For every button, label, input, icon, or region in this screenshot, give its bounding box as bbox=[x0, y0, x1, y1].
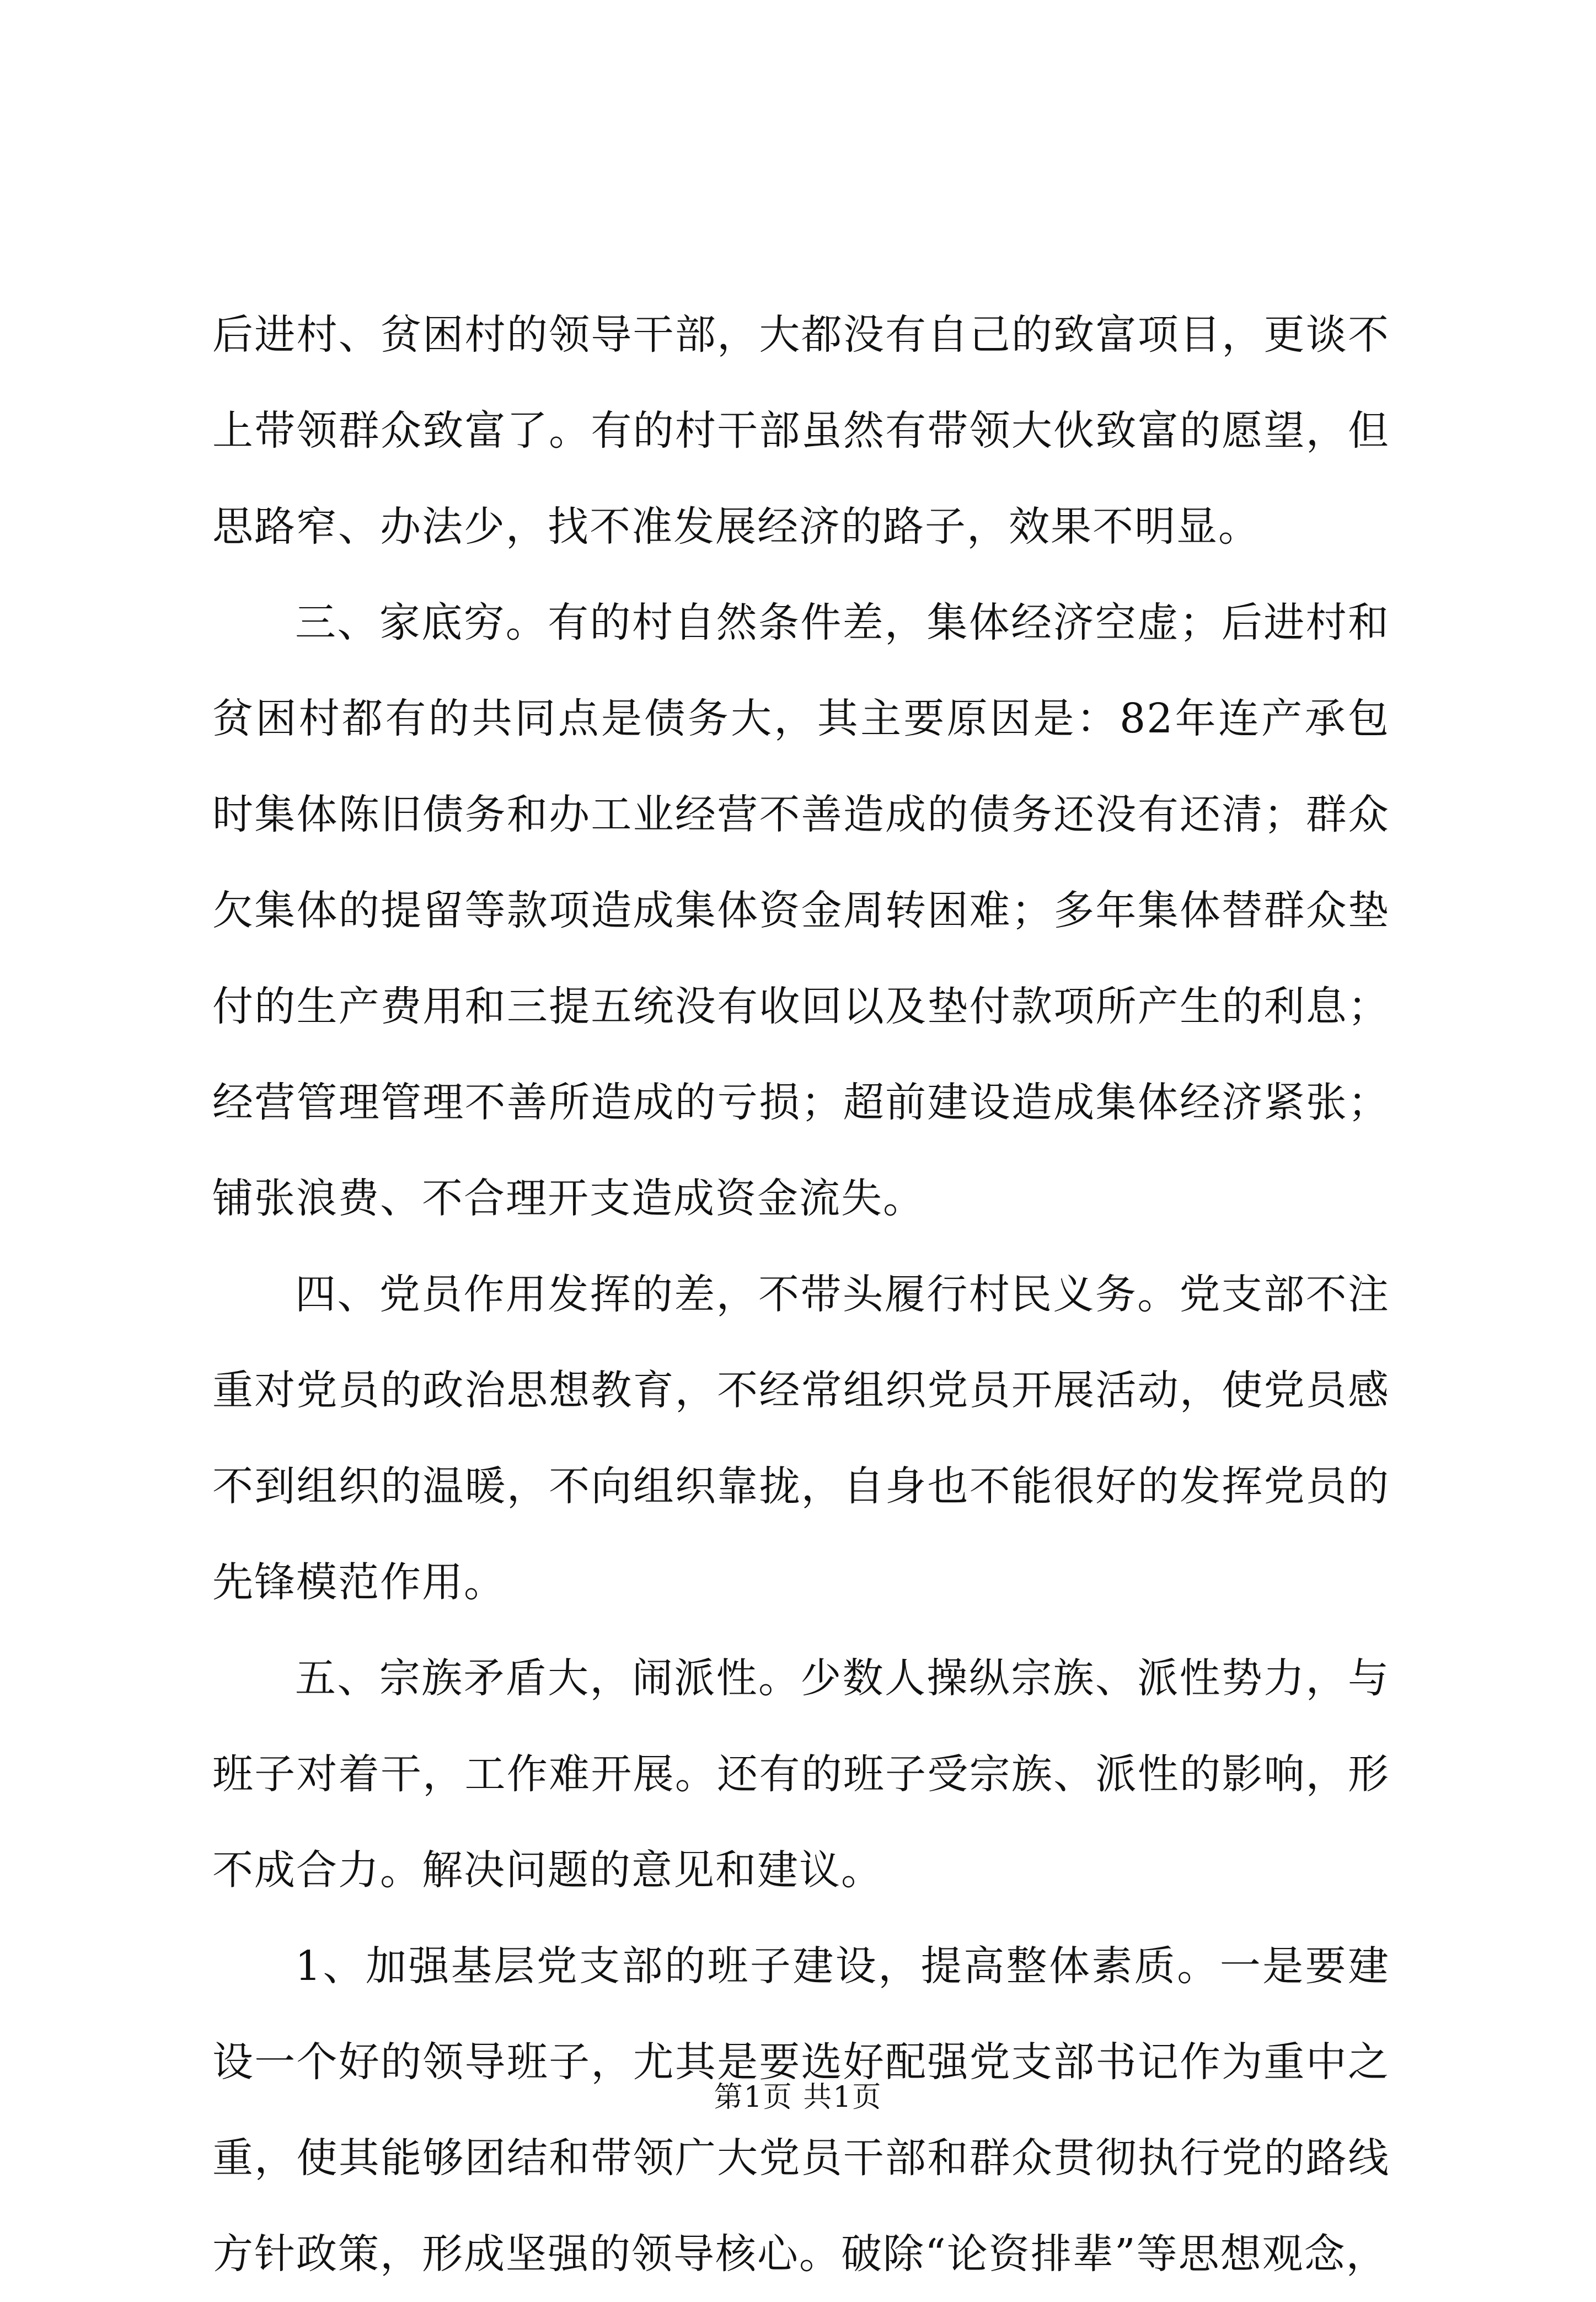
paragraph-section-5: 五、宗族矛盾大，闹派性。少数人操纵宗族、派性势力，与班子对着干，工作难开展。还有的班子受宗族、派性的影响，形不成合力。解决问题的意见和建议。 bbox=[212, 1655, 1390, 1894]
paragraph-continuation: 后进村、贫困村的领导干部，大都没有自己的致富项目，更谈不上带领群众致富了。有的村干部虽然有带领大伙致富的愿望，但思路窄、办法少，找不准发展经济的路子，效果不明显。 bbox=[212, 311, 1390, 550]
paragraph-section-3: 三、家底穷。有的村自然条件差，集体经济空虚；后进村和贫困村都有的共同点是债务大，其主要原因是：82年连产承包时集体陈旧债务和办工业经营不善造成的债务还没有还清；群众欠集体的提留等款项造成集体资金周转困难；多年集体替群众垫付的生产费用和三提五统没有收回以及垫付款项所产生的利息；经营管理管理不善所造成的亏损；超前建设造成集体经济紧张；铺张浪费、不合理开支造成资金流失。 bbox=[212, 599, 1390, 1222]
paragraph-suggestion-1: 1、加强基层党支部的班子建设，提高整体素质。一是要建设一个好的领导班子，尤其是要选好配强党支部书记作为重中之重，使其能够团结和带领广大党员干部和群众贯彻执行党的路线方针政策，形成坚强的领导核心。破除“论资排辈”等思想观念， bbox=[212, 1942, 1390, 2278]
body-text bbox=[212, 287, 1390, 2302]
paragraph-section-4: 四、党员作用发挥的差，不带头履行村民义务。党支部不注重对党员的政治思想教育，不经常组织党员开展活动，使党员感不到组织的温暖，不向组织靠拢，自身也不能很好的发挥党员的先锋模范作用。 bbox=[212, 1271, 1390, 1606]
page-footer: 第1页 共1页 bbox=[714, 2081, 882, 2114]
